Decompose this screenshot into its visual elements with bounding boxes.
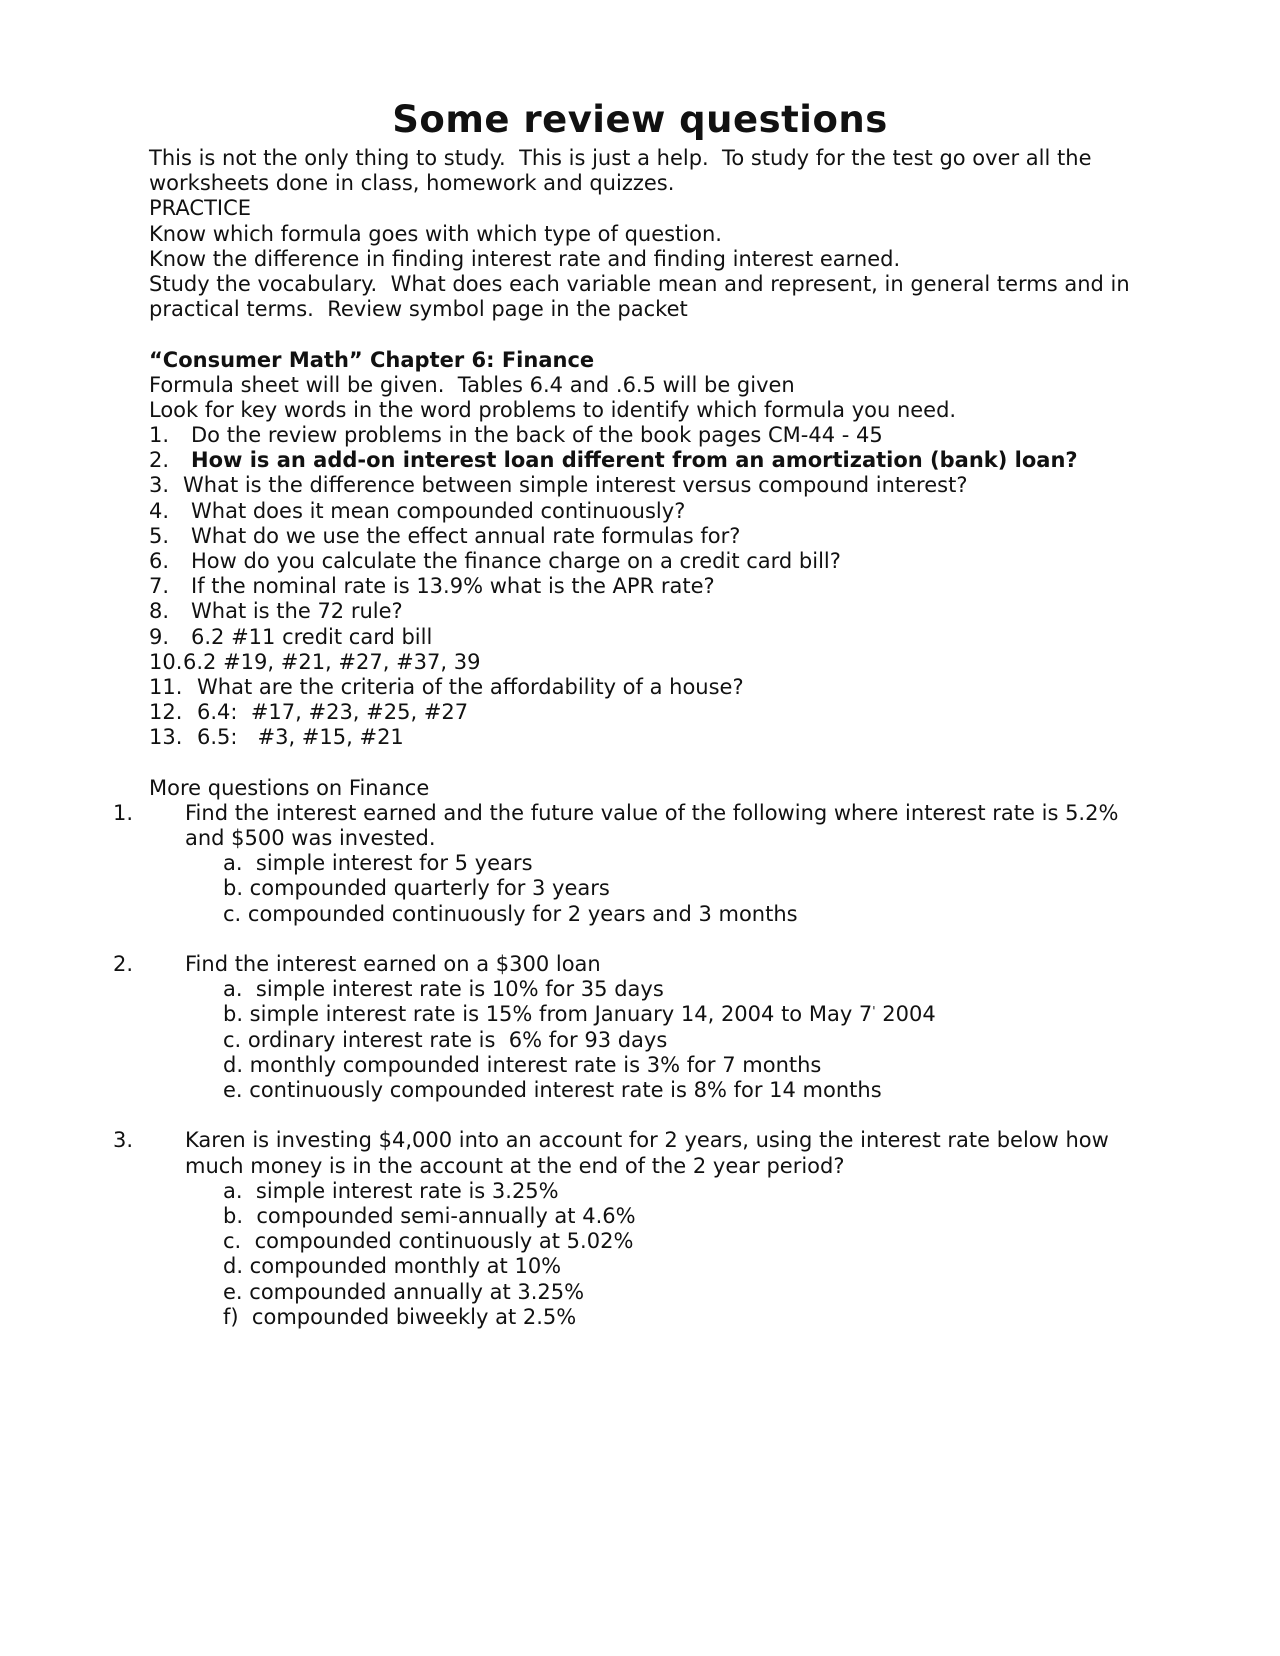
review-item	[149, 473, 1159, 498]
chapter-note: Formula sheet will be given. Tables 6.4 and .6.5 will be given	[149, 372, 795, 397]
item-text: 6.2 #19, #21, #27, #37, 39	[183, 649, 481, 674]
sub-question: d. compounded monthly at 10%	[223, 1254, 562, 1279]
review-item	[149, 549, 1159, 574]
question-number: 1.	[113, 800, 134, 825]
question	[113, 952, 1159, 977]
item-text: What is the difference between simple interest versus compound interest?	[183, 473, 968, 498]
item-text: How do you calculate the finance charge on a credit card bill?	[191, 549, 841, 573]
item-number: 5.	[149, 523, 170, 548]
question-number: 2.	[113, 952, 134, 977]
review-item	[149, 574, 1159, 599]
sub-question: c. compounded continuously for 2 years and 3 months	[223, 901, 798, 926]
spacer	[149, 322, 1159, 347]
review-item	[149, 625, 1159, 650]
review-item	[149, 524, 1159, 549]
review-item	[149, 675, 1159, 700]
item-text: If the nominal rate is 13.9% what is the APR rate?	[191, 574, 715, 599]
question-block	[113, 952, 1159, 1103]
item-number: 1.	[149, 423, 170, 448]
intro-line: This is not the only thing to study. This is just a help. To study for the test go over all the	[149, 146, 1092, 170]
item-text: Do the review problems in the back of the book pages CM-44 - 45	[191, 423, 883, 448]
instruction-line: practical terms. Review symbol page in the packet	[149, 297, 688, 322]
question	[113, 1128, 1159, 1178]
question-text: Karen is investing $4,000 into an account for 2 years, using the interest rate below how much money is in the account at the end of the 2 year period?	[185, 1128, 1109, 1178]
review-item	[149, 448, 1159, 473]
document-body	[113, 146, 1159, 1330]
review-item	[149, 599, 1159, 624]
item-number: 3.	[149, 473, 170, 498]
item-text: 6.5: #3, #15, #21	[197, 725, 404, 750]
spacer	[149, 751, 1159, 776]
item-text: What is the 72 rule?	[191, 599, 403, 624]
sub-question: e. compounded annually at 3.25%	[223, 1279, 585, 1304]
sub-question-year: 2004	[875, 1002, 936, 1027]
sub-question	[149, 1002, 1159, 1027]
practice-label: PRACTICE	[149, 196, 252, 221]
sub-question: f) compounded biweekly at 2.5%	[223, 1304, 577, 1329]
instruction-line: Know which formula goes with which type of question.	[149, 221, 722, 246]
item-number: 6.	[149, 549, 170, 573]
review-item	[149, 700, 1159, 725]
sub-question-text: b. simple interest rate is 15% from January 14, 2004 to May 7	[223, 1002, 873, 1027]
item-text: How is an add-on interest loan different from an amortization (bank) loan?	[191, 448, 1078, 473]
item-text: 6.4: #17, #23, #25, #27	[197, 700, 469, 725]
item-number: 9.	[149, 624, 170, 649]
sub-question: a. simple interest rate is 10% for 35 days	[223, 977, 664, 1002]
sub-question: e. continuously compounded interest rate is 8% for 14 months	[223, 1077, 882, 1102]
review-item	[149, 423, 1159, 448]
sub-question: a. simple interest for 5 years	[223, 851, 533, 876]
question-block	[113, 1128, 1159, 1330]
question-block	[113, 800, 1159, 927]
item-number: 12.	[149, 700, 183, 725]
review-item	[149, 725, 1159, 750]
sub-question: b. compounded semi-annually at 4.6%	[223, 1203, 636, 1228]
item-number: 8.	[149, 599, 170, 624]
question-text: Find the interest earned and the future value of the following where interest rate is 5.2% and $500 was invested.	[185, 800, 1119, 851]
instruction-line: Study the vocabulary. What does each variable mean and represent, in general terms and in	[149, 271, 1130, 296]
sub-question: a. simple interest rate is 3.25%	[223, 1178, 559, 1203]
item-text: 6.2 #11 credit card bill	[191, 624, 433, 649]
instruction-line: Know the difference in finding interest rate and finding interest earned.	[149, 246, 901, 271]
sub-question: d. monthly compounded interest rate is 3% for 7 months	[223, 1052, 822, 1077]
page-title: Some review questions	[392, 98, 888, 141]
spacer	[149, 927, 1159, 952]
item-number: 2.	[149, 448, 170, 473]
sub-question: c. compounded continuously at 5.02%	[223, 1229, 634, 1254]
spacer	[149, 1103, 1159, 1128]
item-number: 11.	[149, 674, 183, 699]
chapter-heading: “Consumer Math” Chapter 6: Finance	[149, 347, 595, 372]
review-item	[149, 499, 1159, 524]
sub-question: b. compounded quarterly for 3 years	[223, 876, 610, 901]
question-text: Find the interest earned on a $300 loan	[185, 952, 601, 977]
question-number: 3.	[113, 1128, 134, 1153]
more-heading: More questions on Finance	[149, 775, 430, 800]
sub-question: c. ordinary interest rate is 6% for 93 days	[223, 1027, 668, 1052]
item-number: 4.	[149, 498, 170, 523]
item-number: 10.	[149, 649, 183, 674]
item-number: 13.	[149, 725, 183, 750]
question	[113, 800, 1159, 851]
intro-line: worksheets done in class, homework and quizzes.	[149, 171, 675, 196]
chapter-note: Look for key words in the word problems to identify which formula you need.	[149, 397, 957, 422]
item-text: What do we use the effect annual rate formulas for?	[191, 523, 741, 548]
superscript-mark: '	[872, 1004, 876, 1019]
item-number: 7.	[149, 574, 170, 599]
item-text: What does it mean compounded continuously?	[191, 498, 686, 523]
review-item	[149, 650, 1159, 675]
item-text: What are the criteria of the affordability of a house?	[197, 674, 744, 699]
